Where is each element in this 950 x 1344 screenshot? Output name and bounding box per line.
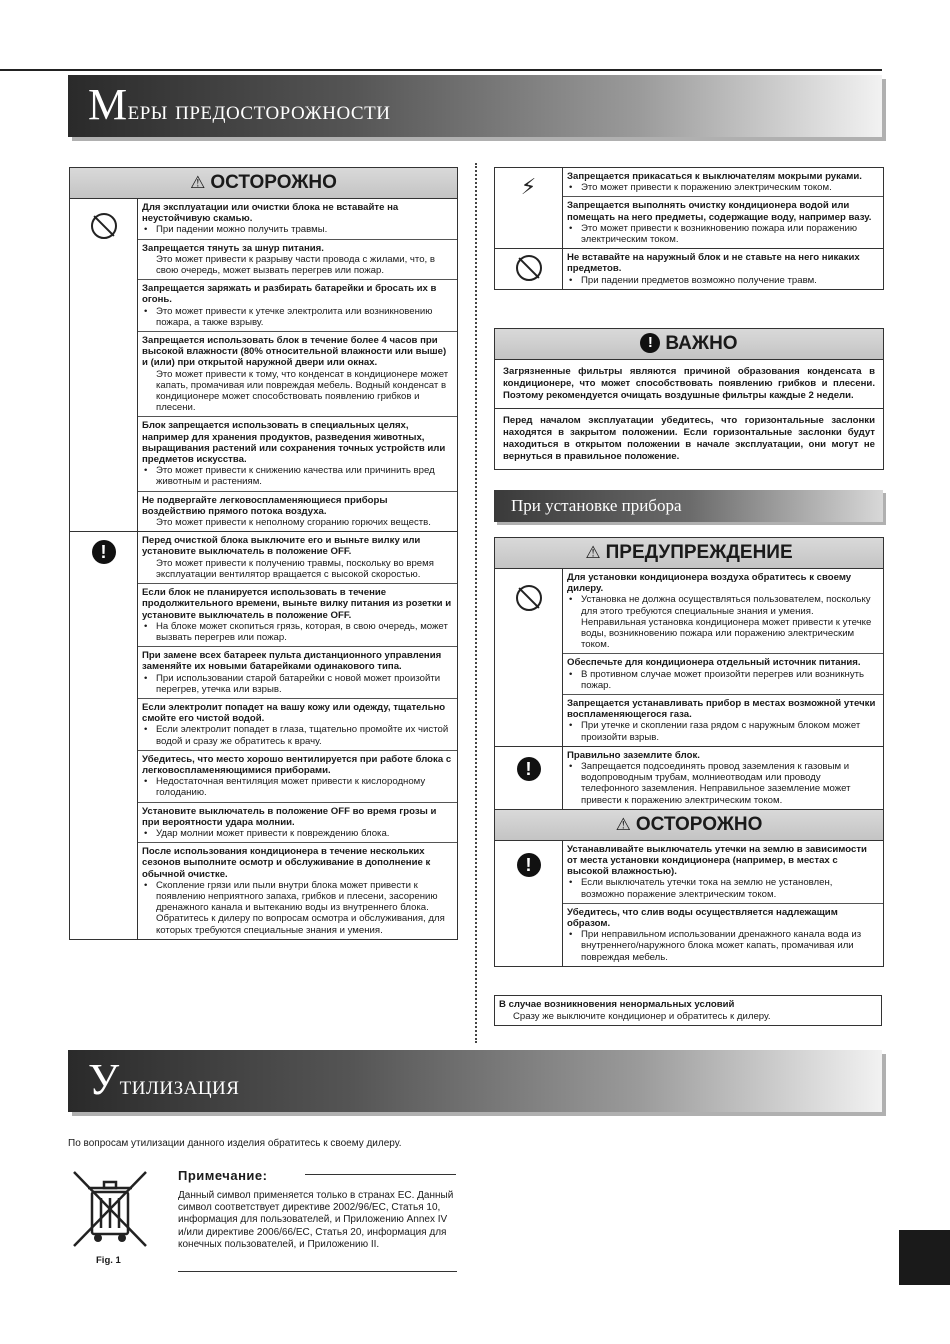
item-bullet: • Это может привести к утечке электролита или возникновению пожара, а также взрыву.: [142, 306, 452, 328]
item-bullet: • Если выключатель утечки тока на землю не установлен, возможно поражение электрическим током.: [567, 877, 878, 899]
item-bullet: • Это может привести к снижению качества или причинить вред животным и растениям.: [142, 465, 452, 487]
list-item: [138, 332, 457, 417]
item-description: Это может привести к получению травмы, поскольку во время эксплуатации вентилятор вращается с высокой скоростью.: [156, 557, 434, 580]
item-title: Установите выключатель в положение OFF во время грозы и при вероятности удара молнии.: [142, 805, 437, 828]
abnormal-box: [494, 995, 882, 1026]
list-item: [138, 532, 457, 584]
warning-header: ⚠ ПРЕДУПРЕЖДЕНИЕ: [495, 538, 883, 569]
item-title: Запрещается устанавливать прибор в местах возможной утечки воспламеняющегося газа.: [567, 698, 876, 721]
abnormal-desc: Сразу же выключите кондиционер и обратитесь к дилеру.: [513, 1010, 771, 1022]
list-item: [138, 843, 457, 939]
item-title: Убедитесь, что слив воды осуществляется надлежащим образом.: [567, 906, 838, 930]
top-rule: [0, 69, 882, 71]
mandatory-icon: !: [517, 853, 541, 877]
page-tab: [899, 1230, 950, 1285]
important-paragraph-2: Перед началом эксплуатации убедитесь, что горизонтальные заслонки находятся в закрытом положении. Если горизонтальные заслонки будут находиться в открытом положении в начале эксплуатации, они могут не вернуться в правильное положение.: [503, 415, 875, 462]
item-bullet: • Если электролит попадет в глаза, тщательно промойте их чистой водой и сразу же обратитесь к врачу.: [142, 724, 452, 746]
list-item: [563, 168, 883, 197]
list-item: [138, 280, 457, 332]
list-item: [138, 803, 457, 844]
note-rule: [305, 1174, 456, 1175]
list-item: [138, 417, 457, 491]
item-title: Если электролит попадет на вашу кожу или одежду, тщательно смойте его чистой водой.: [142, 701, 446, 725]
item-bullet: • Это может привести к поражению электрическим током.: [567, 182, 878, 193]
item-bullet: • Запрещается подсоединять провод заземления к газовым и водопроводным трубам, молниеотводам или проводу телефонного заземления. Неправильное заземление может привести к поражению электрическим током.: [567, 761, 878, 806]
install-warning-box: [494, 537, 884, 967]
item-bullet: • Скопление грязи или пыли внутри блока может привести к появлению неприятного запаха, грибков и плесени, засорению дренажного канала и вытеканию воды из внутреннего блока. Обратитесь к дилеру по вопросам осмотра и обслуживания, для которых требуются специальные знания и умения.: [142, 880, 452, 936]
disposal-title: Утилизация: [88, 1055, 240, 1104]
item-description: Это может привести к неполному сгоранию горючих веществ.: [156, 517, 431, 529]
item-title: Запрещается прикасаться к выключателям мокрыми руками.: [567, 171, 862, 182]
item-bullet: • Недостаточная вентиляция может привести к кислородному голоданию.: [142, 776, 452, 798]
warning-triangle-icon: ⚠: [615, 814, 631, 834]
item-bullet: • При падении можно получить травмы.: [142, 224, 452, 235]
item-description: Это может привести к разрыву части провода с жилами, что, в свою очередь, может вызвать перегрев или пожар.: [156, 253, 435, 277]
important-paragraph-1: Загрязненные фильтры являются причиной образования конденсата в кондиционере, что может способствовать появлению грибков и плесени. Поэтому рекомендуется очищать воздушные фильтры каждые 2 недели.: [495, 360, 883, 409]
item-title: Не подвергайте легковоспламеняющиеся приборы воздействию прямого потока воздуха.: [142, 494, 388, 517]
item-title: Если блок не планируется использовать в течение продолжительного времени, выньте вилку питания из розетки и установите выключатель в положение OFF.: [142, 587, 452, 621]
item-title: Для эксплуатации или очистки блока не вставайте на неустойчивую скамью.: [142, 202, 399, 225]
electric-shock-icon: ⚡: [520, 174, 537, 199]
item-title: При замене всех батареек пульта дистанционного управления заменяйте их новыми батарейками одинакового типа.: [142, 650, 442, 673]
list-item: [138, 699, 457, 751]
item-title: Запрещается заряжать и разбирать батарейки и бросать их в огонь.: [142, 283, 437, 306]
list-item: [563, 695, 883, 746]
list-item: [563, 904, 883, 966]
item-bullet: • При неправильном использовании дренажного канала вода из внутреннего/наружного блока может капать, промачивая или повреждая мебель.: [567, 929, 878, 963]
item-bullet: • В противном случае может произойти перегрев или возникнуть пожар.: [567, 669, 878, 691]
abnormal-title: В случае возникновения ненормальных условий: [499, 999, 735, 1010]
left-group-prohibited: [70, 199, 457, 532]
list-item: [138, 492, 457, 532]
list-item: [563, 654, 883, 695]
note-bottom-rule: [178, 1271, 457, 1272]
list-item: [563, 249, 883, 289]
item-bullet: • При использовании старой батарейки с новой может произойти перегрев, утечка или взрыв.: [142, 673, 452, 695]
prohibition-icon: [516, 585, 542, 611]
right-top-box: [494, 167, 884, 290]
list-item: [563, 569, 883, 654]
section-banner-precautions: [68, 75, 882, 137]
left-group-mandatory: [70, 532, 457, 939]
section-banner-disposal: [68, 1050, 882, 1112]
item-title: Обеспечьте для кондиционера отдельный источник питания.: [567, 657, 861, 669]
page-title: Меры предосторожности: [88, 80, 391, 129]
note-body: Данный символ применяется только в странах ЕС. Данный символ соответствует директиве 2002/96/ЕС, Статья 10, информация для пользователей, и Приложению Annex IV и/или директиве 2006/66/ЕС, Статья 20, информация для конечных пользователей, и Приложению II.: [178, 1190, 454, 1250]
caution-header: ⚠ ОСТОРОЖНО: [70, 168, 457, 199]
list-item: [563, 841, 883, 904]
crossed-bin-icon: [68, 1166, 152, 1250]
column-divider: [475, 163, 477, 1043]
warning-triangle-icon: ⚠: [585, 543, 601, 562]
item-bullet: • Установка не должна осуществляться пользователем, поскольку для этого требуются специальные знания и умения. Неправильная установка кондиционера может привести к утечке воды, возникновению пожара или поражению электрическим током.: [567, 594, 878, 650]
mandatory-icon: !: [640, 333, 660, 353]
note-title: Примечание:: [178, 1168, 268, 1183]
mandatory-icon: !: [517, 757, 541, 781]
item-bullet: • Удар молнии может привести к повреждению блока.: [142, 828, 452, 839]
mandatory-icon: !: [92, 540, 116, 564]
item-title: После использования кондиционера в течение нескольких сезонов выполните осмотр и обслуживание в дополнение к обычной очистке.: [142, 846, 431, 880]
item-title: Для установки кондиционера воздуха обратитесь к своему дилеру.: [567, 572, 852, 595]
warning-triangle-icon: ⚠: [190, 173, 206, 192]
prohibition-icon: [91, 213, 117, 239]
list-item: [138, 751, 457, 803]
item-title: Не вставайте на наружный блок и не ставьте на него никаких предметов.: [567, 252, 860, 275]
item-title: Убедитесь, что место хорошо вентилируется при работе блока с легковоспламеняющимися приборами.: [142, 753, 452, 776]
important-box: [494, 328, 884, 470]
item-title: Запрещается выполнять очистку кондиционера водой или помещать на него предметы, содержащие воду, например вазу.: [567, 200, 872, 223]
item-bullet: • Это может привести к возникновению пожара или поражению электрическим током.: [567, 223, 878, 245]
disposal-text: По вопросам утилизации данного изделия обратитесь к своему дилеру.: [68, 1138, 402, 1149]
item-description: Это может привести к тому, что конденсат в кондиционере может капать, промачивая или повреждая мебель. Водный конденсат в кондиционере может способствовать появлению грибков и плесени.: [156, 368, 449, 414]
install-caution-header: ⚠ ОСТОРОЖНО: [495, 810, 883, 841]
item-title: Устанавливайте выключатель утечки на землю в зависимости от места установки кондиционера (например, в местах с высокой влажностью).: [567, 843, 867, 878]
item-bullet: • На блоке может скопиться грязь, которая, в свою очередь, может вызвать перегрев или пожар.: [142, 621, 452, 643]
list-item: [138, 584, 457, 647]
left-caution-box: [69, 167, 458, 940]
list-item: [138, 647, 457, 699]
list-item: [138, 240, 457, 281]
list-item: [563, 747, 883, 809]
item-title: Правильно заземлите блок.: [567, 749, 700, 761]
important-header: ! ВАЖНО: [495, 329, 883, 360]
list-item: [138, 199, 457, 240]
list-item: [563, 197, 883, 248]
figure-label: Fig. 1: [96, 1255, 121, 1266]
item-bullet: • При падении предметов возможно получение травм.: [567, 275, 878, 286]
install-banner: [494, 490, 883, 522]
item-title: Перед очисткой блока выключите его и выньте вилку или установите выключатель в положение OFF.: [142, 535, 421, 558]
item-title: Запрещается тянуть за шнур питания.: [142, 242, 324, 254]
item-title: Запрещается использовать блок в течение более 4 часов при высокой влажности (80% относительной влажности или выше) и (или) при открытой наружной двери или окнах.: [142, 335, 447, 369]
no-step-icon: [516, 255, 542, 281]
item-bullet: • При утечке и скоплении газа рядом с наружным блоком может произойти взрыв.: [567, 720, 878, 742]
item-title: Блок запрещается использовать в специальных целях, например для хранения продуктов, разведения животных, выращивания растений или сохранения точных устройств или предметов искусства.: [142, 420, 446, 466]
install-title: При установке прибора: [511, 496, 682, 515]
